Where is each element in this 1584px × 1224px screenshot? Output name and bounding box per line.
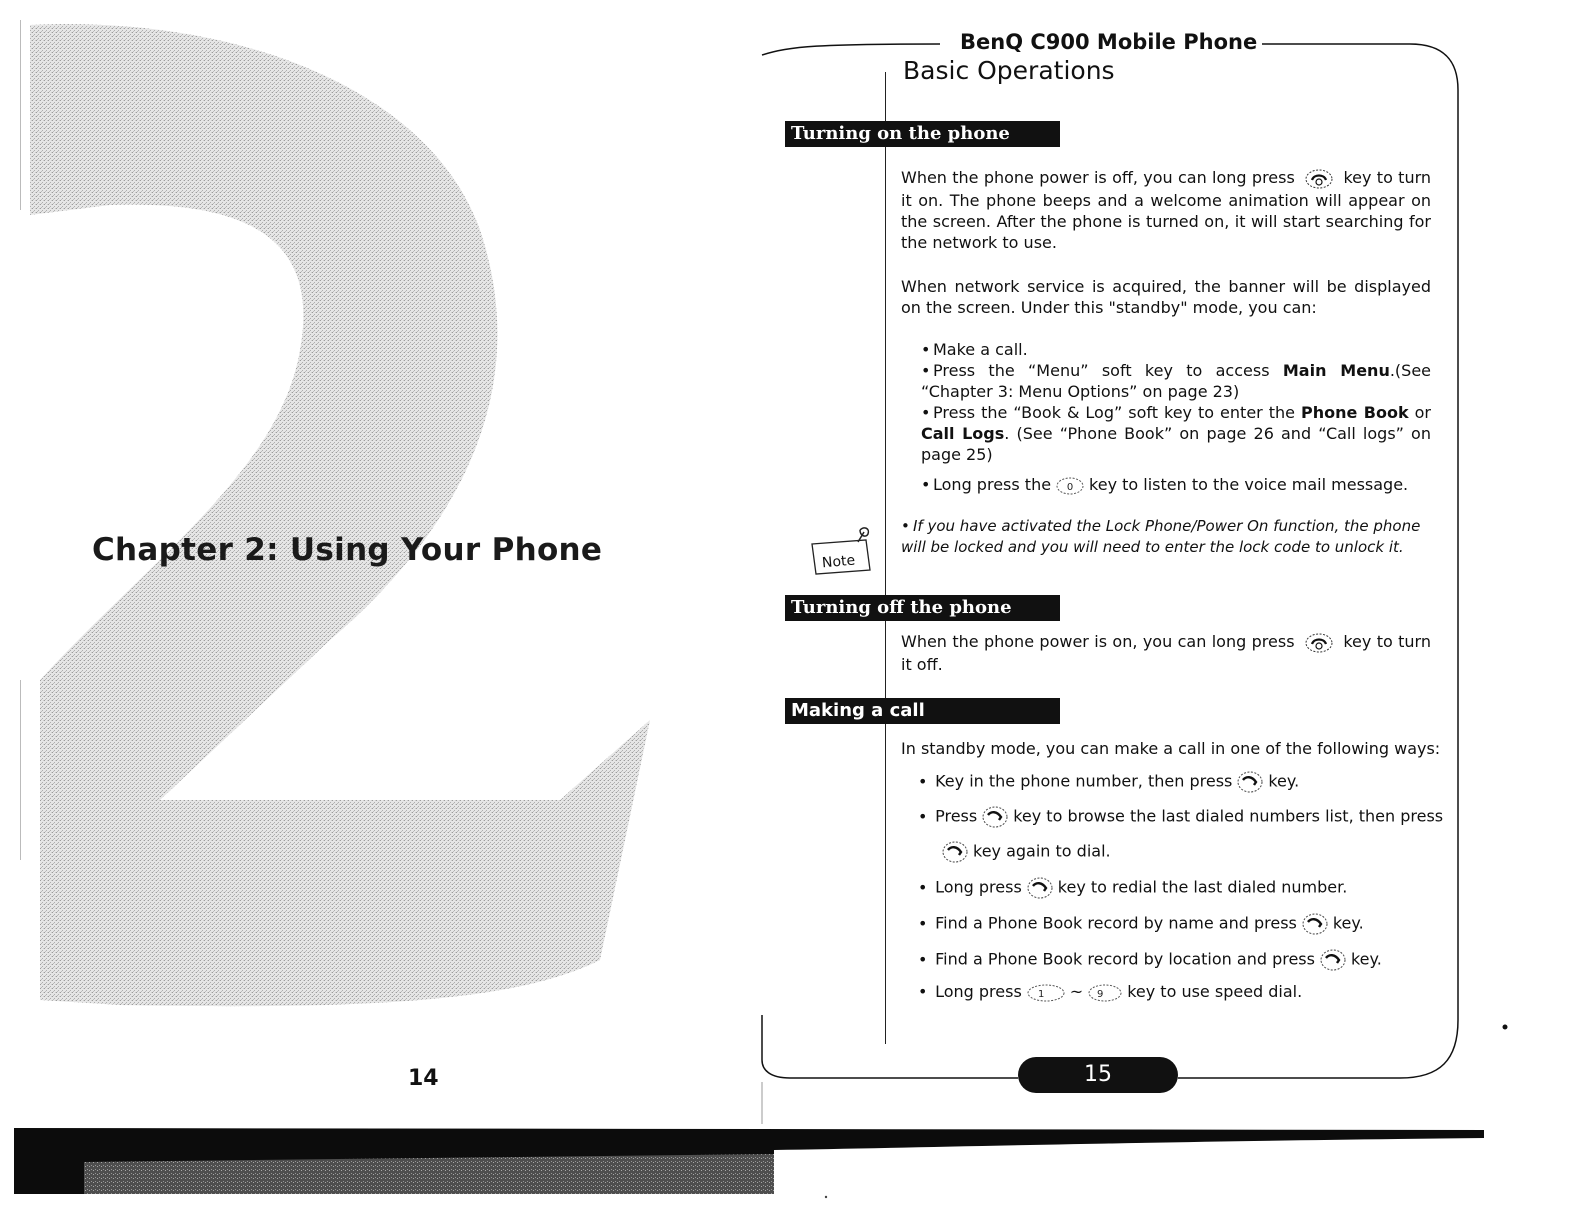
key-label: 0	[1066, 481, 1074, 493]
text: Press	[935, 806, 978, 826]
text: key to turn it off.	[901, 632, 1431, 674]
header-title: BenQ C900 Mobile Phone	[960, 30, 1258, 54]
text: When the phone power is on, you can long press	[901, 632, 1295, 651]
text-bold: Call Logs	[921, 424, 1005, 443]
text: Find a Phone Book record by name and press	[935, 913, 1297, 933]
nine-key-icon	[1087, 983, 1123, 1003]
list-item: • Press key to browse the last dialed numbers list, then press	[918, 805, 1443, 829]
text: .(See “Chapter 3: Menu Options” on page 23)	[921, 361, 1432, 401]
list-item: • Long press 1 ~ 9 key to use speed dial.	[918, 982, 1303, 1001]
section-heading-making-call: Making a call	[785, 698, 1060, 724]
send-key-icon	[1026, 876, 1054, 900]
list-item: • Long press key to redial the last dialed number.	[918, 876, 1347, 900]
text: Make a call.	[933, 340, 1028, 359]
text: key.	[1350, 949, 1382, 969]
list-item: • Find a Phone Book record by name and press key.	[918, 912, 1364, 936]
section-title: Basic Operations	[903, 56, 1115, 85]
send-key-icon	[981, 805, 1009, 829]
power-key-icon	[1304, 632, 1334, 654]
note-icon	[808, 524, 874, 576]
note-label: Note	[821, 552, 856, 572]
page-number: 15	[1018, 1057, 1178, 1093]
text: Long press	[935, 982, 1022, 1001]
send-key-icon	[1236, 770, 1264, 794]
text: Long press	[935, 877, 1022, 897]
send-key-icon	[1301, 912, 1329, 936]
text-bold: Main Menu	[1282, 361, 1390, 380]
tilde: ~	[1069, 982, 1084, 1001]
text: . (See “Phone Book” on page 26 and “Call logs” on page 25)	[921, 424, 1431, 464]
text: Long press the	[933, 475, 1052, 494]
text: key.	[1268, 771, 1300, 791]
text: key to browse the last dialed numbers list, then press	[1013, 806, 1444, 826]
text: key again to dial.	[973, 841, 1111, 861]
list-item: • Key in the phone number, then press key.	[918, 770, 1299, 794]
text: Key in the phone number, then press	[935, 771, 1233, 791]
send-key-icon	[1319, 948, 1347, 972]
list-item: • Long press the 0 key to listen to the voice mail message.	[921, 475, 1409, 494]
one-key-icon	[1026, 983, 1066, 1003]
text: Press the “Menu” soft key to access	[933, 361, 1270, 380]
list-item: • Press the “Menu” soft key to access Main Menu.(See “Chapter 3: Menu Options” on page 23)	[921, 361, 1432, 401]
scan-edge-band	[14, 1124, 1484, 1194]
note-text: • If you have activated the Lock Phone/Power On function, the phone will be locked and you will need to enter the lock code to unlock it.	[901, 517, 1421, 556]
section-heading-turning-on: Turning on the phone	[785, 121, 1060, 147]
paragraph-power-off	[901, 631, 1431, 675]
text: key to redial the last dialed number.	[1057, 877, 1348, 897]
text: When the phone power is off, you can long press	[901, 168, 1295, 187]
list-item-continued	[937, 840, 1111, 864]
text-bold: Phone Book	[1300, 403, 1409, 422]
power-key-icon	[1304, 168, 1334, 190]
list-item: • Find a Phone Book record by location and press key.	[918, 948, 1382, 972]
text: or	[1414, 403, 1432, 422]
key-label: 1	[1037, 988, 1045, 1000]
text: Press the “Book & Log” soft key to enter the	[933, 403, 1295, 422]
page-number: 14	[408, 1066, 439, 1091]
paragraph-standby: When network service is acquired, the banner will be displayed on the screen. Under this "standby" mode, you can:	[901, 277, 1431, 317]
send-key-icon	[941, 840, 969, 864]
section-heading-turning-off: Turning off the phone	[785, 595, 1060, 621]
zero-key-icon	[1055, 476, 1085, 496]
list-item: • Make a call.	[921, 340, 1028, 359]
chapter-title: Chapter 2: Using Your Phone	[92, 532, 603, 568]
text: If you have activated the Lock Phone/Power On function, the phone will be locked and you will need to enter the lock code to unlock it.	[901, 517, 1421, 556]
text: key to turn it on. The phone beeps and a welcome animation will appear on the screen. After the phone is turned on, it will start searching for the network to use.	[901, 168, 1432, 252]
text: Find a Phone Book record by location and press	[935, 949, 1315, 969]
paragraph-making-call: In standby mode, you can make a call in one of the following ways:	[901, 739, 1441, 758]
key-label: 9	[1097, 988, 1104, 1000]
column-divider	[885, 72, 886, 1044]
text: key to listen to the voice mail message.	[1089, 475, 1409, 494]
text: key to use speed dial.	[1127, 982, 1303, 1001]
paragraph-power-on	[901, 167, 1431, 253]
list-item: • Press the “Book & Log” soft key to enter the Phone Book or Call Logs. (See “Phone Book” on page 26 and “Call logs” on page 25)	[921, 403, 1432, 464]
text: key.	[1332, 913, 1364, 933]
